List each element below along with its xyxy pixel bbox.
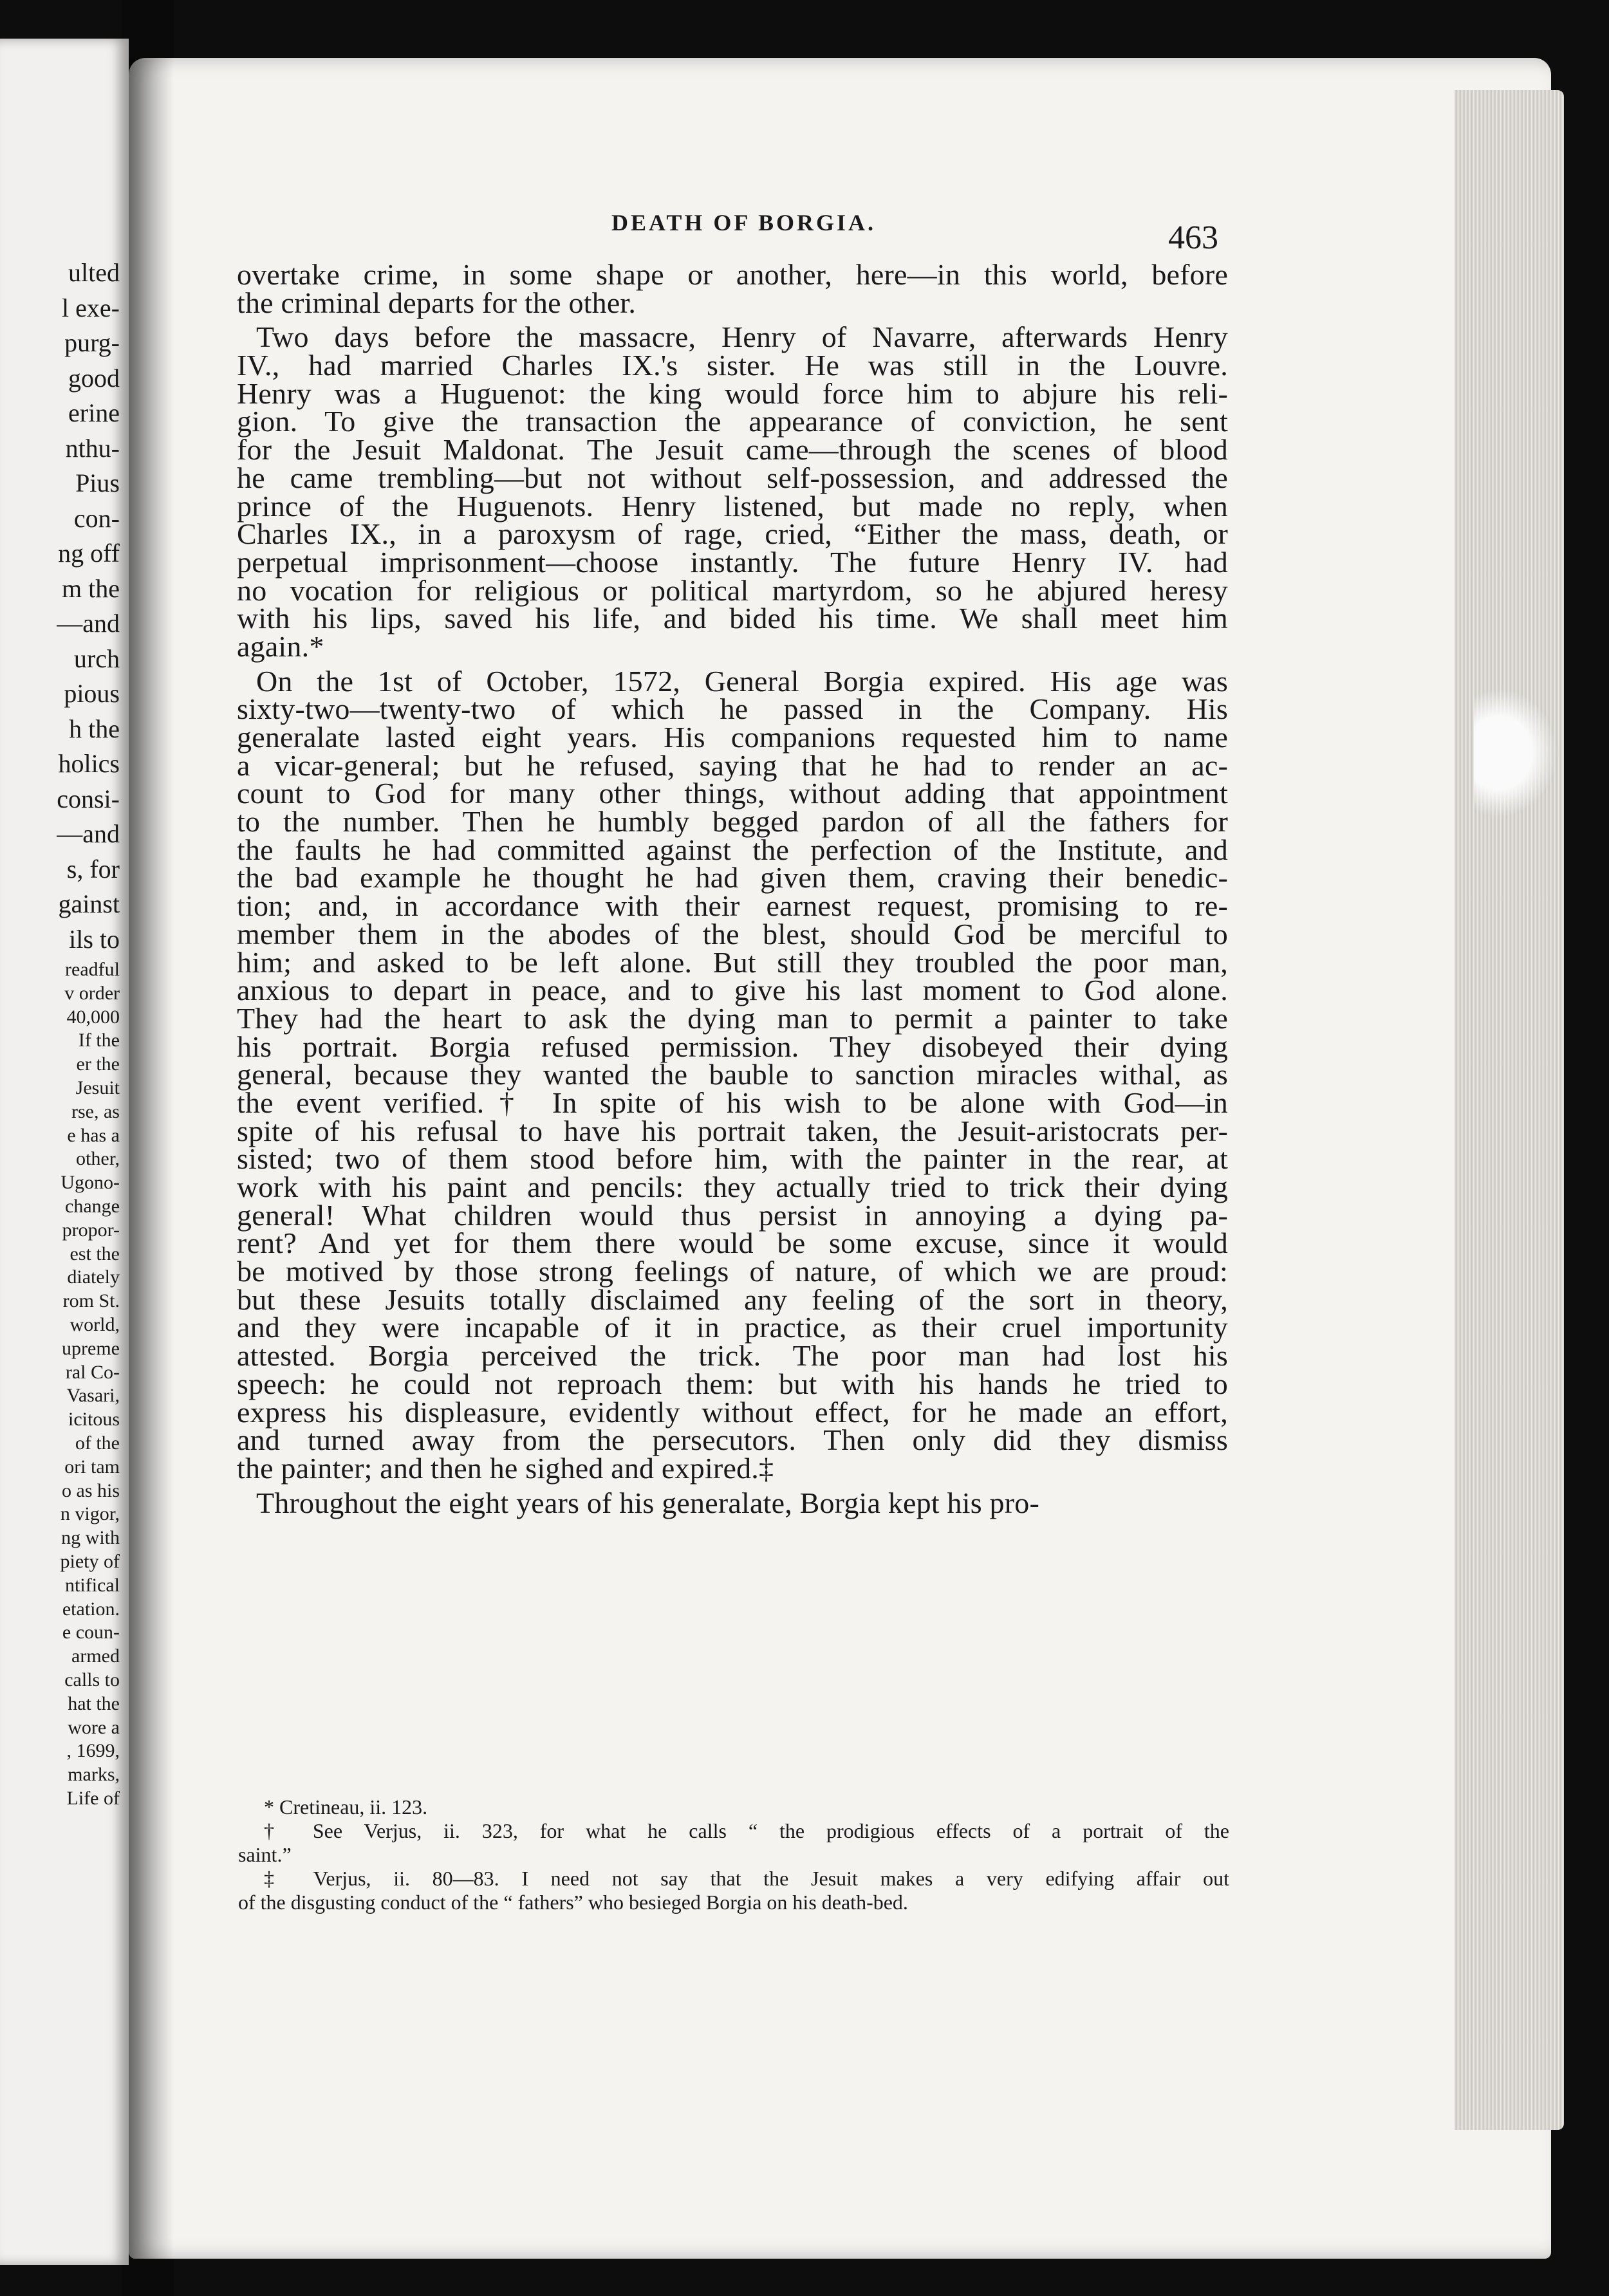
left-margin-line: piety of bbox=[60, 1551, 120, 1572]
left-margin-line: e has a bbox=[67, 1124, 120, 1146]
left-margin-line: rom St. bbox=[62, 1290, 120, 1312]
left-page-fragment bbox=[0, 39, 129, 2265]
body-line: gion. To give the transaction the appearance of conviction, he sent bbox=[237, 405, 1228, 438]
left-margin-line: con- bbox=[73, 503, 120, 533]
running-title: DEATH OF BORGIA. bbox=[611, 210, 877, 236]
body-line: the painter; and then he sighed and expired.‡ bbox=[237, 1451, 774, 1485]
body-line: general! What children would thus persist in annoying a dying pa- bbox=[237, 1198, 1228, 1232]
body-line: attested. Borgia perceived the trick. The poor man had lost his bbox=[237, 1339, 1228, 1373]
body-line: for the Jesuit Maldonat. The Jesuit came—through the scenes of blood bbox=[237, 433, 1228, 467]
left-margin-line: holics bbox=[58, 749, 120, 778]
page-number: 463 bbox=[1168, 219, 1218, 256]
body-line: general, because they wanted the bauble to sanction miracles withal, as bbox=[237, 1058, 1228, 1091]
left-margin-line: s, for bbox=[66, 854, 120, 884]
left-margin-line: Vasari, bbox=[66, 1385, 120, 1407]
left-margin-line: Pius bbox=[75, 468, 120, 497]
left-margin-line: v order bbox=[64, 982, 120, 1004]
left-margin-line: good bbox=[68, 363, 120, 393]
body-line: him; and asked to be left alone. But still they troubled the poor man, bbox=[237, 945, 1228, 979]
left-margin-line: ulted bbox=[68, 258, 120, 287]
left-margin-line: ng with bbox=[61, 1527, 120, 1549]
body-line: work with his paint and pencils: they actually tried to trick their dying bbox=[237, 1171, 1228, 1203]
page-tear bbox=[1474, 689, 1558, 817]
body-line: Two days before the massacre, Henry of Navarre, afterwards Henry bbox=[256, 320, 1228, 354]
left-margin-line: n vigor, bbox=[60, 1503, 120, 1525]
body-line: his portrait. Borgia refused permission. They disobeyed their dying bbox=[237, 1030, 1228, 1063]
body-line: IV., had married Charles IX.'s sister. He was still in the Louvre. bbox=[237, 349, 1228, 382]
body-line: speech: he could not reproach them: but with his hands he tried to bbox=[237, 1367, 1228, 1400]
body-line: Henry was a Huguenot: the king would force him to abjure his reli- bbox=[237, 376, 1228, 410]
body-line: with his lips, saved his life, and bided his time. We shall meet him bbox=[237, 602, 1228, 635]
footnote-line: of the disgusting conduct of the “ fathers” who besieged Borgia on his death-bed. bbox=[238, 1891, 908, 1914]
left-margin-line: diately bbox=[67, 1266, 120, 1288]
body-line: the bad example he thought he had given them, craving their benedic- bbox=[237, 861, 1228, 894]
left-margin-line: etation. bbox=[62, 1598, 120, 1620]
left-margin-line: ral Co- bbox=[65, 1361, 120, 1383]
left-margin-line: l exe- bbox=[62, 293, 120, 322]
left-margin-line: readful bbox=[65, 959, 120, 980]
left-margin-line: m the bbox=[62, 573, 120, 603]
left-margin-line: pious bbox=[64, 679, 120, 708]
left-margin-line: est the bbox=[70, 1243, 120, 1264]
left-margin-line: Ugono- bbox=[60, 1172, 120, 1194]
page-edges bbox=[1455, 90, 1564, 2130]
left-margin-line: purg- bbox=[64, 328, 120, 357]
footnotes bbox=[238, 1795, 1229, 1914]
left-margin-line: upreme bbox=[62, 1337, 120, 1359]
left-margin-line: , 1699, bbox=[66, 1740, 120, 1762]
left-margin-line: Jesuit bbox=[75, 1077, 120, 1098]
left-margin-line: nthu- bbox=[65, 433, 120, 463]
body-line: no vocation for religious or political martyrdom, so he abjured heresy bbox=[237, 573, 1228, 607]
left-margin-line: armed bbox=[71, 1645, 120, 1667]
body-line: anxious to depart in peace, and to give his last moment to God alone. bbox=[237, 974, 1228, 1007]
left-margin-line: propor- bbox=[62, 1219, 120, 1241]
left-margin-line: If the bbox=[78, 1030, 120, 1051]
body-line: and turned away from the persecutors. Then only did they dismiss bbox=[237, 1423, 1228, 1457]
left-margin-line: Life of bbox=[66, 1788, 120, 1809]
left-margin-line: e coun- bbox=[62, 1622, 120, 1643]
body-line: the faults he had committed against the perfection of the Institute, and bbox=[237, 833, 1228, 866]
left-margin-line: 40,000 bbox=[66, 1006, 120, 1028]
left-margin-line: marks, bbox=[68, 1764, 120, 1786]
left-margin-line: rse, as bbox=[71, 1100, 120, 1122]
left-margin-line: change bbox=[65, 1196, 120, 1217]
body-line: sixty-two—twenty-two of which he passed in the Company. His bbox=[237, 692, 1228, 726]
gutter-shadow bbox=[129, 58, 174, 2259]
body-line: spite of his refusal to have his portrait taken, the Jesuit-aristocrats per- bbox=[237, 1114, 1228, 1147]
left-margin-line: other, bbox=[76, 1148, 120, 1170]
left-margin-line: icitous bbox=[68, 1409, 120, 1430]
left-margin-line: erine bbox=[68, 398, 120, 427]
left-margin-line: ils to bbox=[69, 924, 120, 954]
body-line: he came trembling—but not without self-possession, and addressed the bbox=[237, 461, 1228, 494]
body-line: to the number. Then he humbly begged pardon of all the fathers for bbox=[237, 805, 1228, 838]
left-margin-line: ori tam bbox=[64, 1456, 120, 1477]
footnote-line: † See Verjus, ii. 323, for what he calls “ the prodigious effects of a portrait of the bbox=[264, 1819, 1229, 1842]
left-margin-line: gainst bbox=[58, 889, 120, 918]
body-line: express his displeasure, evidently without effect, for he made an effort, bbox=[237, 1395, 1228, 1429]
left-margin-line: calls to bbox=[64, 1669, 120, 1690]
left-margin-line: —and bbox=[57, 609, 120, 638]
body-line: On the 1st of October, 1572, General Borgia expired. His age was bbox=[256, 664, 1228, 698]
body-line: perpetual imprisonment—choose instantly. The future Henry IV. had bbox=[237, 545, 1228, 579]
footnote-line: ‡ Verjus, ii. 80—83. I need not say that the Jesuit makes a very edifying affair out bbox=[264, 1867, 1229, 1890]
left-margin-line: hat the bbox=[68, 1692, 120, 1714]
left-margin-line: —and bbox=[57, 819, 120, 848]
body-line: overtake crime, in some shape or another, here—in this world, before bbox=[237, 258, 1228, 291]
body-text bbox=[237, 258, 1228, 1519]
body-line: tion; and, in accordance with their earnest request, promising to re- bbox=[237, 889, 1228, 923]
left-margin-line: world, bbox=[70, 1314, 120, 1335]
body-line: member them in the abodes of the blest, should God be merciful to bbox=[237, 917, 1228, 950]
left-margin-line: er the bbox=[76, 1053, 120, 1075]
left-margin-line: h the bbox=[69, 714, 120, 743]
left-margin-line: of the bbox=[75, 1432, 120, 1454]
body-line: They had the heart to ask the dying man to permit a painter to take bbox=[237, 1001, 1228, 1035]
body-line: be motived by those strong feelings of nature, of which we are proud: bbox=[237, 1255, 1228, 1288]
body-line: a vicar-general; but he refused, saying that he had to render an ac- bbox=[237, 748, 1228, 782]
body-line: the event verified.† In spite of his wish to be alone with God—in bbox=[237, 1086, 1228, 1119]
left-margin-line: o as his bbox=[62, 1479, 120, 1501]
left-margin-line: urch bbox=[73, 643, 120, 673]
body-line: prince of the Huguenots. Henry listened, but made no reply, when bbox=[237, 489, 1228, 523]
footnote-line: * Cretineau, ii. 123. bbox=[264, 1795, 428, 1819]
body-line: sisted; two of them stood before him, with the painter in the rear, at bbox=[237, 1142, 1228, 1176]
body-line: but these Jesuits totally disclaimed any feeling of the sort in theory, bbox=[237, 1282, 1228, 1316]
body-line: the criminal departs for the other. bbox=[237, 286, 637, 319]
body-line: and they were incapable of it in practice, as their cruel importunity bbox=[237, 1311, 1228, 1344]
body-line: rent? And yet for them there would be some excuse, since it would bbox=[237, 1227, 1228, 1260]
body-line: again.* bbox=[237, 629, 324, 663]
body-line: Charles IX., in a paroxysm of rage, cried, “Either the mass, death, or bbox=[237, 517, 1228, 551]
left-margin-line: ntifical bbox=[65, 1574, 120, 1596]
footnote-line: saint.” bbox=[238, 1843, 292, 1866]
left-margin-line: consi- bbox=[57, 784, 120, 813]
body-line: Throughout the eight years of his generalate, Borgia kept his pro- bbox=[256, 1486, 1039, 1519]
body-line: count to God for many other things, without adding that appointment bbox=[237, 777, 1228, 810]
left-margin-line: ng off bbox=[58, 539, 120, 568]
left-margin-line: wore a bbox=[68, 1716, 120, 1738]
body-line: generalate lasted eight years. His companions requested him to name bbox=[237, 721, 1228, 754]
